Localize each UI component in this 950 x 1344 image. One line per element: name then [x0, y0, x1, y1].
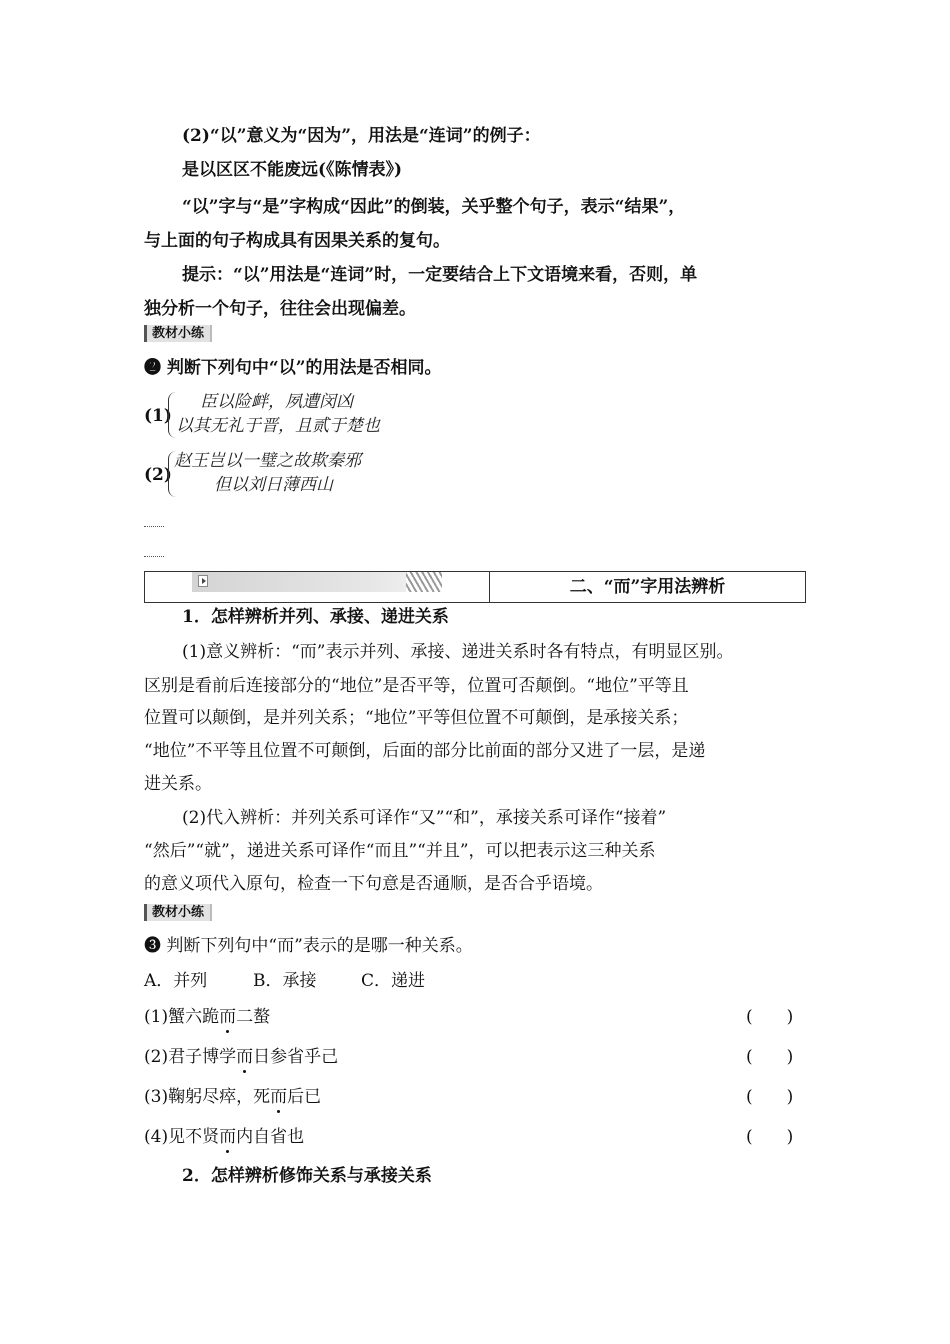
paragraph-1-line: 位置可以颠倒，是并列关系；“地位”平等但位置不可颠倒，是承接关系；	[144, 708, 689, 728]
question-item-3	[144, 1085, 321, 1109]
question-text: (2)君子博学	[144, 1047, 237, 1067]
paragraph-2-line: “然后”“就”，递进关系可译作“而且”“并且”，可以把表示这三种关系	[144, 841, 656, 861]
emphasis-char: 而	[219, 1007, 237, 1027]
emphasis-char: 而	[236, 1047, 254, 1067]
section-banner	[192, 572, 442, 592]
question-text: (3)鞠躬尽瘁，死	[144, 1087, 271, 1107]
exercise-question: ❷ 判断下列句中“以”的用法是否相同。	[144, 358, 442, 378]
answer-blank[interactable]: ( )	[746, 1047, 794, 1067]
dotted-separator	[144, 556, 164, 557]
example-heading: (2)“以”意义为“因为”，用法是“连词”的例子：	[182, 126, 541, 146]
emphasis-char: 而	[219, 1127, 237, 1147]
question-text: (4)见不贤	[144, 1127, 220, 1147]
answer-blank[interactable]: ( )	[746, 1087, 794, 1107]
paragraph-1-line: (1)意义辨析：“而”表示并列、承接、递进关系时各有特点，有明显区别。	[182, 642, 734, 662]
item-number-1: (1)	[144, 406, 172, 426]
item-number-2: (2)	[144, 465, 172, 485]
section-header	[144, 571, 806, 603]
exercise-tag: 教材小练	[144, 325, 212, 342]
question-text: 后已	[287, 1087, 322, 1107]
item-1-sentence-b: 以其无礼于晋，且贰于楚也	[176, 416, 380, 436]
paragraph-2-line: (2)代入辨析：并列关系可译作“又”“和”，承接关系可译作“接着”	[182, 808, 667, 828]
paragraph-2-line: 的意义项代入原句，检查一下句意是否通顺，是否合乎语境。	[144, 874, 603, 894]
item-1-sentence-a: 臣以险衅，夙遭闵凶	[200, 392, 353, 412]
paragraph-1-line: “地位”不平等且位置不可颠倒，后面的部分比前面的部分又进了一层，是递	[144, 741, 706, 761]
question-item-2	[144, 1045, 338, 1069]
example-sentence: 是以区区不能废远(《陈情表》)	[182, 160, 403, 180]
question-text: 内自省也	[236, 1127, 305, 1147]
option-a: A．并列	[144, 971, 208, 991]
stripe-decoration	[406, 572, 442, 592]
answer-blank[interactable]: ( )	[746, 1127, 794, 1147]
subheading-2: 2．怎样辨析修饰关系与承接关系	[182, 1166, 432, 1186]
item-2-sentence-a: 赵王岂以一璧之故欺秦邪	[174, 451, 361, 471]
explanation-line-1: “以”字与“是”字构成“因此”的倒装，关乎整个句子，表示“结果”，	[182, 197, 686, 217]
paragraph-1-line: 区别是看前后连接部分的“地位”是否平等，位置可否颠倒。“地位”平等且	[144, 676, 689, 696]
option-b: B．承接	[253, 971, 317, 991]
question-text: 二螯	[236, 1007, 271, 1027]
item-2-sentence-b: 但以刘日薄西山	[214, 475, 333, 495]
tip-line-2: 独分析一个句子，往往会出现偏差。	[144, 299, 416, 319]
answer-blank[interactable]: ( )	[746, 1007, 794, 1027]
section-title: 二、“而”字用法辨析	[569, 577, 726, 597]
explanation-line-2: 与上面的句子构成具有因果关系的复句。	[144, 231, 450, 251]
subheading-1: 1．怎样辨析并列、承接、递进关系	[182, 607, 449, 627]
emphasis-char: 而	[270, 1087, 288, 1107]
question-item-1	[144, 1005, 270, 1029]
play-icon	[198, 575, 208, 587]
paragraph-1-line: 进关系。	[144, 774, 212, 794]
question-text: 日参省乎己	[253, 1047, 339, 1067]
question-item-4	[144, 1125, 304, 1149]
exercise-question: ❸ 判断下列句中“而”表示的是哪一种关系。	[144, 936, 473, 956]
question-text: (1)蟹六跪	[144, 1007, 220, 1027]
dotted-separator	[144, 526, 164, 527]
option-c: C．递进	[361, 971, 426, 991]
exercise-tag: 教材小练	[144, 904, 212, 921]
tip-line-1: 提示：“以”用法是“连词”时，一定要结合上下文语境来看，否则，单	[182, 265, 698, 285]
